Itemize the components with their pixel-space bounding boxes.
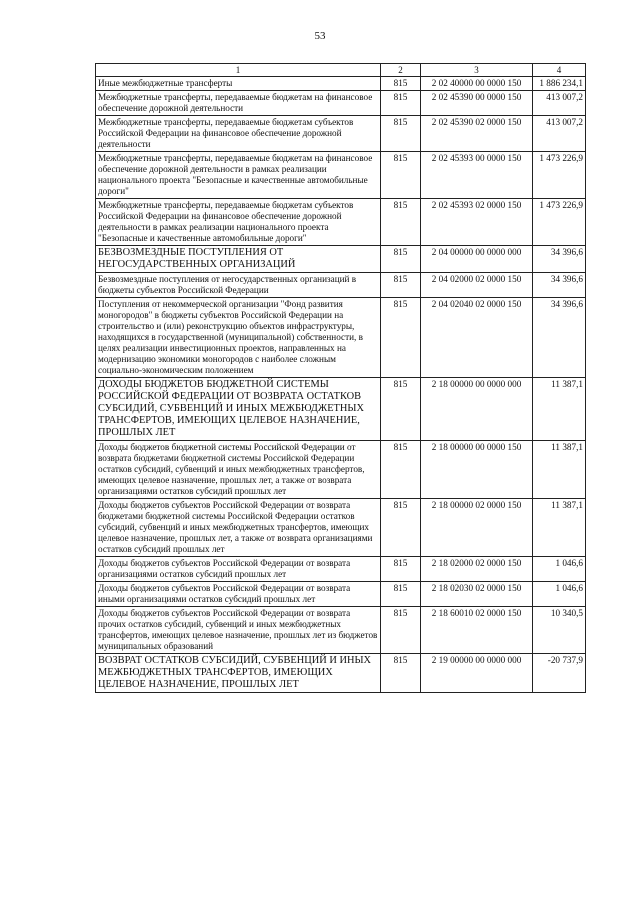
table-row (96, 152, 586, 199)
row-amount: 1 046,6 (533, 582, 586, 607)
row-budget-code: 2 18 02030 02 0000 150 (421, 582, 533, 607)
row-admin-code: 815 (381, 441, 421, 499)
table-row (96, 441, 586, 499)
table-row (96, 582, 586, 607)
row-admin-code: 815 (381, 654, 421, 693)
row-description: Доходы бюджетов субъектов Российской Федерации от возврата прочих остатков субсидий, субвенций и иных межбюджетных трансфертов, имеющих целевое назначение, прошлых лет из бюджетов муниципальных образований (96, 607, 381, 654)
header-col-1: 1 (96, 64, 381, 77)
table-row (96, 298, 586, 378)
row-admin-code: 815 (381, 199, 421, 246)
row-admin-code: 815 (381, 77, 421, 91)
row-description: Межбюджетные трансферты, передаваемые бюджетам субъектов Российской Федерации на финансовое обеспечение дорожной деятельности (96, 116, 381, 152)
row-admin-code: 815 (381, 607, 421, 654)
table-row (96, 116, 586, 152)
row-amount: 1 886 234,1 (533, 77, 586, 91)
row-admin-code: 815 (381, 91, 421, 116)
row-budget-code: 2 02 45393 00 0000 150 (421, 152, 533, 199)
row-amount: 34 396,6 (533, 298, 586, 378)
row-admin-code: 815 (381, 378, 421, 441)
row-amount: 10 340,5 (533, 607, 586, 654)
header-col-2: 2 (381, 64, 421, 77)
row-budget-code: 2 19 00000 00 0000 000 (421, 654, 533, 693)
table-row (96, 199, 586, 246)
table-row (96, 607, 586, 654)
row-budget-code: 2 18 02000 02 0000 150 (421, 557, 533, 582)
row-budget-code: 2 18 00000 02 0000 150 (421, 499, 533, 557)
row-amount: 413 007,2 (533, 91, 586, 116)
row-description: Межбюджетные трансферты, передаваемые бюджетам субъектов Российской Федерации на финансовое обеспечение дорожной деятельности в рамках реализации национального проекта "Безопасные и качественные автомобильные дороги" (96, 199, 381, 246)
row-admin-code: 815 (381, 298, 421, 378)
row-admin-code: 815 (381, 582, 421, 607)
row-budget-code: 2 02 45390 00 0000 150 (421, 91, 533, 116)
table-row (96, 246, 586, 273)
row-budget-code: 2 02 45393 02 0000 150 (421, 199, 533, 246)
row-description: Иные межбюджетные трансферты (96, 77, 381, 91)
row-budget-code: 2 04 00000 00 0000 000 (421, 246, 533, 273)
row-amount: 34 396,6 (533, 273, 586, 298)
row-description: ДОХОДЫ БЮДЖЕТОВ БЮДЖЕТНОЙ СИСТЕМЫ РОССИЙСКОЙ ФЕДЕРАЦИИ ОТ ВОЗВРАТА ОСТАТКОВ СУБСИДИЙ, СУБВЕНЦИЙ И ИНЫХ МЕЖБЮДЖЕТНЫХ ТРАНСФЕРТОВ, ИМЕЮЩИХ ЦЕЛЕВОЕ НАЗНАЧЕНИЕ, ПРОШЛЫХ ЛЕТ (96, 378, 381, 441)
row-description: Доходы бюджетов субъектов Российской Федерации от возврата бюджетами бюджетной системы Российской Федерации остатков субсидий, субвенций и иных межбюджетных трансфертов, имеющих целевое назначение, прошлых лет, а также от возврата организациями остатков субсидий прошлых лет (96, 499, 381, 557)
row-description: Доходы бюджетов субъектов Российской Федерации от возврата организациями остатков субсидий прошлых лет (96, 557, 381, 582)
row-description: Доходы бюджетов субъектов Российской Федерации от возврата иными организациями остатков субсидий прошлых лет (96, 582, 381, 607)
row-amount: 34 396,6 (533, 246, 586, 273)
row-admin-code: 815 (381, 116, 421, 152)
header-col-4: 4 (533, 64, 586, 77)
row-description: ВОЗВРАТ ОСТАТКОВ СУБСИДИЙ, СУБВЕНЦИЙ И ИНЫХ МЕЖБЮДЖЕТНЫХ ТРАНСФЕРТОВ, ИМЕЮЩИХ ЦЕЛЕВОЕ НАЗНАЧЕНИЕ, ПРОШЛЫХ ЛЕТ (96, 654, 381, 693)
row-budget-code: 2 02 45390 02 0000 150 (421, 116, 533, 152)
row-description: БЕЗВОЗМЕЗДНЫЕ ПОСТУПЛЕНИЯ ОТ НЕГОСУДАРСТВЕННЫХ ОРГАНИЗАЦИЙ (96, 246, 381, 273)
row-description: Поступления от некоммерческой организации "Фонд развития моногородов" в бюджеты субъектов Российской Федерации на строительство и (или) реконструкцию объектов инфраструктуры, находящихся в государственной (муниципальной) собственности, в целях реализации инвестиционных проектов, направленных на модернизацию экономики моногородов с наиболее сложным социально-экономическим положением (96, 298, 381, 378)
table-body (96, 77, 586, 693)
row-admin-code: 815 (381, 499, 421, 557)
header-col-3: 3 (421, 64, 533, 77)
row-amount: 1 473 226,9 (533, 152, 586, 199)
revenue-table (95, 63, 586, 693)
table-row (96, 654, 586, 693)
row-admin-code: 815 (381, 152, 421, 199)
row-admin-code: 815 (381, 273, 421, 298)
row-budget-code: 2 04 02000 02 0000 150 (421, 273, 533, 298)
table-row (96, 557, 586, 582)
row-admin-code: 815 (381, 557, 421, 582)
row-description: Межбюджетные трансферты, передаваемые бюджетам на финансовое обеспечение дорожной деятельности (96, 91, 381, 116)
row-budget-code: 2 18 00000 00 0000 000 (421, 378, 533, 441)
row-budget-code: 2 02 40000 00 0000 150 (421, 77, 533, 91)
row-amount: 1 473 226,9 (533, 199, 586, 246)
row-amount: 413 007,2 (533, 116, 586, 152)
row-amount: 11 387,1 (533, 378, 586, 441)
table-row (96, 499, 586, 557)
row-amount: 11 387,1 (533, 499, 586, 557)
row-description: Безвозмездные поступления от негосударственных организаций в бюджеты субъектов Российской Федерации (96, 273, 381, 298)
table-row (96, 378, 586, 441)
row-budget-code: 2 18 00000 00 0000 150 (421, 441, 533, 499)
row-amount: 11 387,1 (533, 441, 586, 499)
table-header-row (96, 64, 586, 77)
table-row (96, 91, 586, 116)
row-description: Межбюджетные трансферты, передаваемые бюджетам на финансовое обеспечение дорожной деятельности в рамках реализации национального проекта "Безопасные и качественные автомобильные дороги" (96, 152, 381, 199)
row-description: Доходы бюджетов бюджетной системы Российской Федерации от возврата бюджетами бюджетной системы Российской Федерации остатков субсидий, субвенций и иных межбюджетных трансфертов, имеющих целевое назначение, прошлых лет, а также от возврата организациями остатков субсидий прошлых лет (96, 441, 381, 499)
table-row (96, 273, 586, 298)
row-budget-code: 2 04 02040 02 0000 150 (421, 298, 533, 378)
row-amount: 1 046,6 (533, 557, 586, 582)
table-row (96, 77, 586, 91)
row-admin-code: 815 (381, 246, 421, 273)
page-number: 53 (314, 30, 326, 42)
row-amount: -20 737,9 (533, 654, 586, 693)
row-budget-code: 2 18 60010 02 0000 150 (421, 607, 533, 654)
